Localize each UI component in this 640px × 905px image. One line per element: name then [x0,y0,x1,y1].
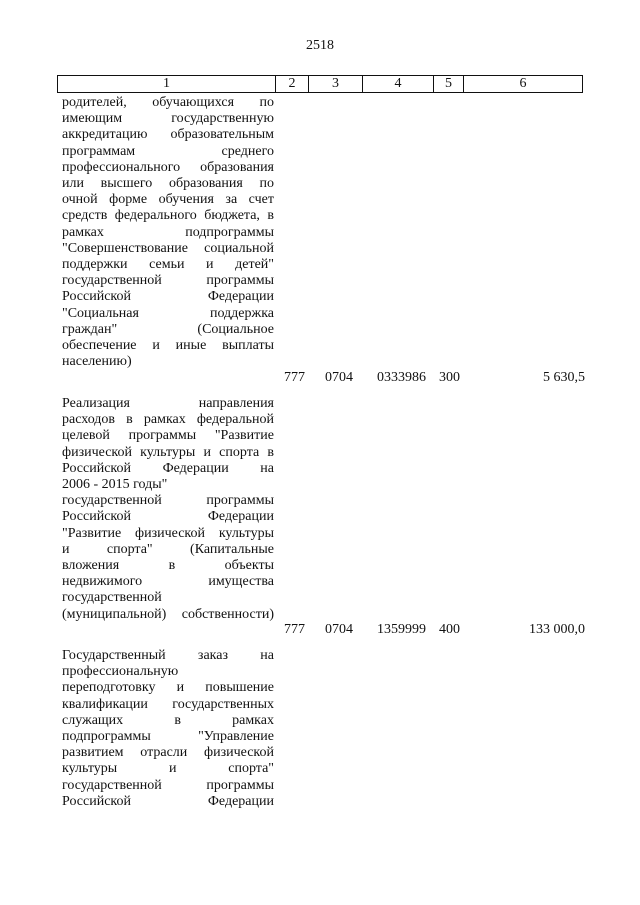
description-line: подпрограммы "Управление [62,729,274,745]
description-line: Российской Федерации [62,793,274,809]
description-line: расходов в рамках федеральной [62,412,274,428]
description-line: и спорта" (Капитальные [62,541,274,557]
description-line: культуры и спорта" [62,761,274,777]
amount-value: 133 000,0 [529,622,585,637]
description-line: квалификации государственных [62,696,274,712]
column-header-5: 5 [434,76,464,93]
description-line: "Совершенствование социальной [62,240,274,256]
description-line: развитием отрасли физической [62,745,274,761]
description-line: вложения в объекты [62,558,274,574]
description-line: государственной программы [62,273,274,289]
description-line: недвижимого имущества [62,574,274,590]
description-line: переподготовку и повышение [62,680,274,696]
description-line: родителей, обучающихся по [62,95,274,110]
row-description [62,648,274,810]
description-line: Российской Федерации на [62,460,274,476]
description-line: населению) [62,354,132,370]
description-line: 2006 - 2015 годы" [62,477,168,493]
section-code: 0704 [325,622,353,637]
description-line: государственной [62,590,162,606]
expense-type-code: 400 [439,622,460,637]
column-header-3: 3 [309,76,363,93]
description-line: Государственный заказ на [62,648,274,663]
column-header-4: 4 [363,76,434,93]
description-line: государственной программы [62,493,274,509]
section-code: 0704 [325,370,353,385]
description-line: Российской Федерации [62,289,274,305]
row-description [62,396,274,623]
target-article-code: 1359999 [377,622,426,637]
description-line: "Социальная поддержка [62,305,274,321]
description-line: профессиональную [62,664,179,680]
description-line: аккредитацию образовательным [62,127,274,143]
page-number: 2518 [306,38,334,53]
description-line: программам среднего [62,143,274,159]
description-line: имеющим государственную [62,111,274,127]
column-header-1: 1 [58,76,276,93]
description-line: государственной программы [62,777,274,793]
description-line: служащих в рамках [62,712,274,728]
column-header-2: 2 [276,76,309,93]
target-article-code: 0333986 [377,370,426,385]
description-line: профессионального образования [62,159,274,175]
description-line: "Развитие физической культуры [62,525,274,541]
description-line: физической культуры и спорта в [62,444,274,460]
description-line: средств федерального бюджета, в [62,208,274,224]
amount-value: 5 630,5 [543,370,585,385]
column-header-table [57,75,583,93]
description-line: граждан" (Социальное [62,321,274,337]
ministry-code: 777 [284,622,305,637]
description-line: целевой программы "Развитие [62,428,274,444]
description-line: очной форме обучения за счет [62,192,274,208]
description-line: Российской Федерации [62,509,274,525]
expense-type-code: 300 [439,370,460,385]
description-line: (муниципальной) собственности) [62,606,274,622]
column-header-row [58,76,583,93]
row-description [62,95,274,370]
description-line: поддержки семьи и детей" [62,257,274,273]
description-line: Реализация направления [62,396,274,411]
ministry-code: 777 [284,370,305,385]
column-header-6: 6 [464,76,583,93]
description-line: или высшего образования по [62,176,274,192]
description-line: обеспечение и иные выплаты [62,338,274,354]
description-line: рамках подпрограммы [62,224,274,240]
